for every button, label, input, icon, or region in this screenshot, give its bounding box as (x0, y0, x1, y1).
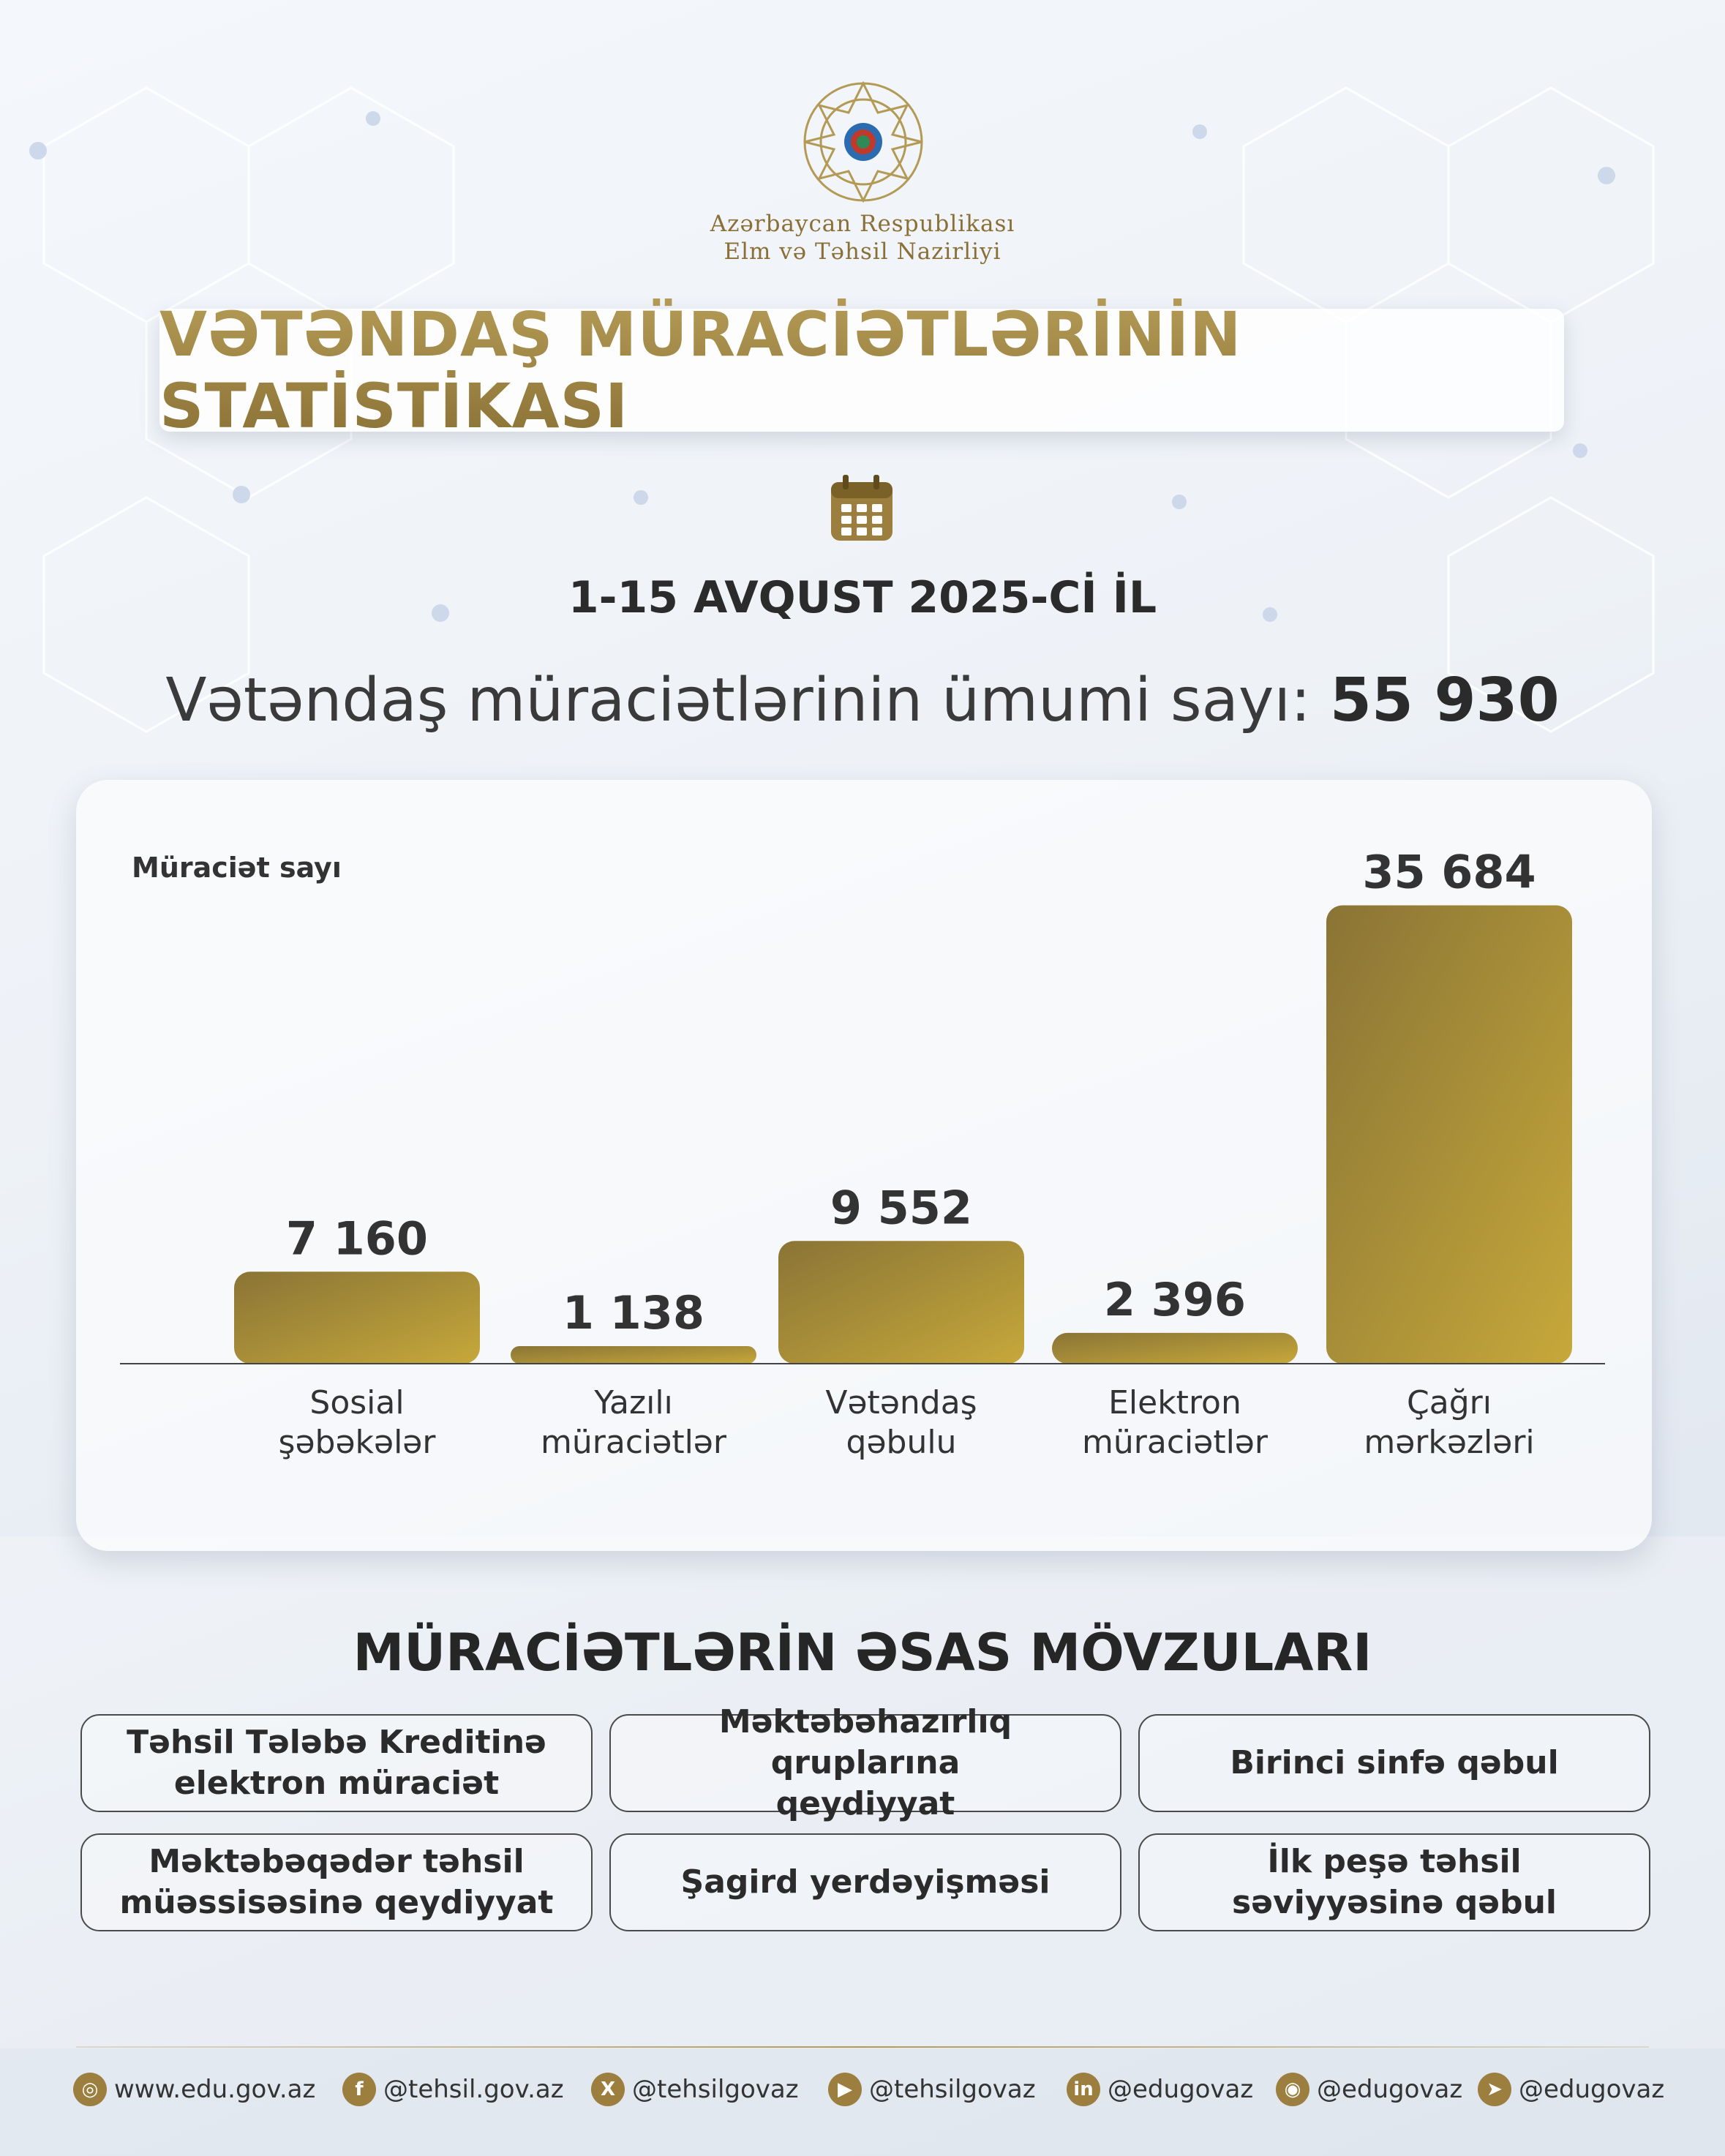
category-label: mərkəzləri (1364, 1424, 1535, 1461)
telegram-icon: ➤ (1478, 2073, 1511, 2106)
bar-value-label: 1 138 (562, 1286, 705, 1340)
globe-icon: ◎ (73, 2073, 107, 2106)
footer-link-text: @tehsilgovaz (632, 2075, 799, 2104)
topics-title: MÜRACİƏTLƏRİN ƏSAS MÖVZULARI (353, 1623, 1372, 1683)
report-period: 1-15 AVQUST 2025-Cİ İL (568, 572, 1157, 623)
category-label: qəbulu (846, 1424, 957, 1461)
footer-link-text: @tehsilgovaz (869, 2075, 1036, 2104)
footer-link-text: @edugovaz (1519, 2075, 1665, 2104)
bar-3 (778, 1241, 1024, 1364)
y-axis-label: Müraciət sayı (132, 852, 342, 884)
footer-link-website[interactable] (73, 2069, 315, 2110)
chart-card (76, 780, 1652, 1551)
footer-link-text: www.edu.gov.az (114, 2075, 316, 2104)
facebook-icon: f (342, 2073, 376, 2106)
bar-value-label: 7 160 (285, 1212, 429, 1266)
ministry-name-line1: Azərbaycan Respublikası (710, 211, 1015, 237)
category-label: Vətəndaş (825, 1384, 977, 1421)
topic-item: Şagird yerdəyişməsi (609, 1833, 1121, 1931)
x-icon: X (591, 2073, 625, 2106)
bar-5 (1326, 906, 1572, 1364)
footer-divider (76, 2046, 1649, 2048)
footer-link-x[interactable] (591, 2069, 799, 2110)
total-label: Vətəndaş müraciətlərinin ümumi sayı: (165, 666, 1311, 735)
category-label: müraciətlər (1082, 1424, 1268, 1461)
bar-value-label: 9 552 (830, 1181, 973, 1235)
topic-item: İlk peşə təhsil səviyyəsinə qəbul (1138, 1833, 1650, 1931)
topic-item: Birinci sinfə qəbul (1138, 1714, 1650, 1812)
topic-item: Təhsil Tələbə Kreditinə elektron müraciət (80, 1714, 593, 1812)
footer-link-text: @tehsil.gov.az (383, 2075, 564, 2104)
page-title: VƏTƏNDAŞ MÜRACİƏTLƏRİNİN STATİSTİKASI (159, 298, 1564, 442)
bar-1 (234, 1272, 480, 1364)
ministry-name-line2: Elm və Təhsil Nazirliyi (724, 238, 1001, 265)
footer-link-linkedin[interactable] (1067, 2069, 1253, 2110)
bar-2 (511, 1346, 756, 1364)
topic-item: Məktəbəhazırlıq qruplarına qeydiyyat (609, 1714, 1121, 1812)
bar-chart (76, 780, 1652, 1551)
ministry-emblem (797, 76, 929, 208)
category-label: Çağrı (1407, 1384, 1492, 1421)
calendar-icon (828, 473, 895, 544)
category-label: Sosial (309, 1384, 405, 1421)
title-banner (159, 298, 1564, 442)
youtube-icon: ▶ (828, 2073, 862, 2106)
footer-link-instagram[interactable] (1276, 2069, 1462, 2110)
total-value: 55 930 (1329, 666, 1560, 735)
bar-4 (1052, 1333, 1298, 1364)
footer-link-text: @edugovaz (1108, 2075, 1254, 2104)
bar-value-label: 35 684 (1362, 845, 1536, 899)
footer-link-youtube[interactable] (828, 2069, 1036, 2110)
bar-value-label: 2 396 (1103, 1272, 1247, 1326)
linkedin-icon: in (1067, 2073, 1100, 2106)
category-label: Elektron (1108, 1384, 1241, 1421)
category-label: müraciətlər (541, 1424, 726, 1461)
total-requests (0, 666, 1725, 735)
category-label: şəbəkələr (278, 1424, 436, 1461)
footer-link-text: @edugovaz (1317, 2075, 1463, 2104)
footer-link-telegram[interactable] (1478, 2069, 1664, 2110)
topic-item: Məktəbəqədər təhsil müəssisəsinə qeydiyyat (80, 1833, 593, 1931)
instagram-icon: ◉ (1276, 2073, 1309, 2106)
footer-link-facebook[interactable] (342, 2069, 564, 2110)
category-label: Yazılı (594, 1384, 673, 1421)
